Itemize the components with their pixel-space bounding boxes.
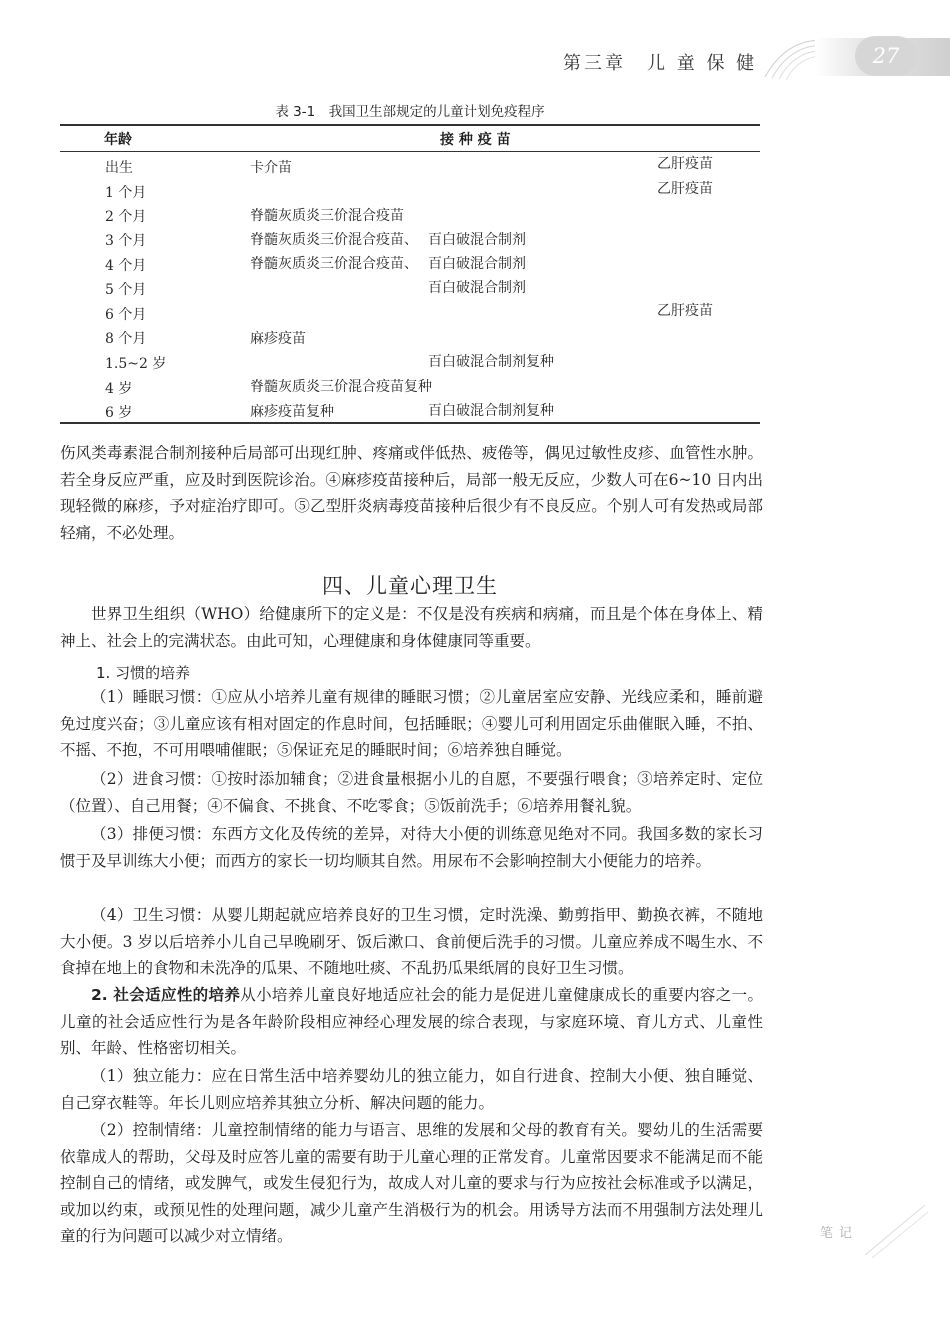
table-header-rule <box>60 151 760 152</box>
cell-vaccine-c: 乙肝疫苗 <box>657 156 713 172</box>
table-bottom-rule <box>60 422 760 424</box>
margin-note-label: 笔记 <box>820 1226 859 1241</box>
cell-vaccine-a: 脊髓灰质炎三价混合疫苗、 <box>250 256 418 272</box>
cell-vaccine-b: 百白破混合制剂复种 <box>428 354 554 370</box>
section-title: 四、儿童心理卫生 <box>322 574 498 598</box>
cell-vaccine-c: 乙肝疫苗 <box>657 303 713 319</box>
cell-age: 8 个月 <box>105 331 147 347</box>
cell-vaccine-b: 百白破混合制剂 <box>428 256 526 272</box>
cell-age: 2 个月 <box>105 209 147 225</box>
col-header-vaccine: 接 种 疫 苗 <box>440 132 511 148</box>
col-header-age: 年龄 <box>104 132 132 148</box>
paragraph-hygiene-habits: （4）卫生习惯：从婴儿期起就应培养良好的卫生习惯，定时洗澡、勤剪指甲、勤换衣裤，不随地大小便。3 岁以后培养小儿自己早晚刷牙、饭后漱口、食前便后洗手的习惯。儿童应养成不喝生水、不食掉在地上的食物和未洗净的瓜果、不随地吐痰、不乱扔瓜果纸屑的良好卫生习惯。 <box>60 906 763 978</box>
cell-vaccine-b: 百白破混合制剂复种 <box>428 403 554 419</box>
cell-age: 5 个月 <box>105 282 147 298</box>
cell-age: 3 个月 <box>105 233 147 249</box>
chapter-title: 第三章 儿 童 保 健 <box>563 53 758 74</box>
cell-vaccine-a: 脊髓灰质炎三价混合疫苗 <box>250 208 404 224</box>
cell-age: 1.5~2 岁 <box>105 356 167 372</box>
paragraph-independence: （1）独立能力：应在日常生活中培养婴幼儿的独立能力，如自行进食、控制大小便、独自睡觉、自己穿衣鞋等。年长儿则应培养其独立分析、解决问题的能力。 <box>60 1067 763 1112</box>
table-top-rule <box>60 124 760 126</box>
subheading-habits: 1. 习惯的培养 <box>96 664 191 682</box>
margin-note-decoration <box>860 1200 930 1260</box>
cell-vaccine-b: 百白破混合制剂 <box>428 232 526 248</box>
paragraph-vaccine-reactions: 伤风类毒素混合制剂接种后局部可出现红肿、疼痛或伴低热、疲倦等，偶见过敏性皮疹、血管性水肿。若全身反应严重，应及时到医院诊治。④麻疹疫苗接种后，局部一般无反应，少数人可在6~10 日内出现轻微的麻疹，予对症治疗即可。⑤乙型肝炎病毒疫苗接种后很少有不良反应。个别人可有发热或局部轻痛，不必处理。 <box>60 444 763 542</box>
cell-age: 4 岁 <box>105 381 133 397</box>
paragraph-who-definition: 世界卫生组织（WHO）给健康所下的定义是：不仅是没有疾病和病痛，而且是个体在身体上、精神上、社会上的完满状态。由此可知，心理健康和身体健康同等重要。 <box>60 605 763 650</box>
cell-vaccine-a: 脊髓灰质炎三价混合疫苗、 <box>250 232 418 248</box>
cell-vaccine-a: 麻疹疫苗 <box>250 331 306 347</box>
paragraph-emotion-control: （2）控制情绪：儿童控制情绪的能力与语言、思维的发展和父母的教育有关。婴幼儿的生活需要依靠成人的帮助，父母及时应答儿童的需要有助于儿童心理的正常发育。儿童常因要求不能满足而不能控制自己的情绪，或发脾气，或发生侵犯行为，故成人对儿童的要求与行为应按社会标准或予以满足，或加以约束，或预见性的处理问题，减少儿童产生消极行为的机会。用诱导方法而不用强制方法处理儿童的行为问题可以减少对立情绪。 <box>60 1121 763 1246</box>
paragraph-toilet-habits: （3）排便习惯：东西方文化及传统的差异，对待大小便的训练意见绝对不同。我国多数的家长习惯于及早训练大小便；而西方的家长一切均顺其自然。用尿布不会影响控制大小便能力的培养。 <box>60 825 763 870</box>
cell-age: 6 岁 <box>105 405 133 421</box>
paragraph-sleep-habits: （1）睡眠习惯：①应从小培养儿童有规律的睡眠习惯；②儿童居室应安静、光线应柔和，睡前避免过度兴奋；③儿童应该有相对固定的作息时间，包括睡眠；④婴儿可利用固定乐曲催眠入睡，不拍、不摇、不抱，不可用喂哺催眠；⑤保证充足的睡眠时间；⑥培养独自睡觉。 <box>60 688 763 760</box>
cell-age: 1 个月 <box>105 185 147 201</box>
cell-vaccine-c: 乙肝疫苗 <box>657 181 713 197</box>
page-number: 27 <box>855 36 917 76</box>
cell-age: 出生 <box>105 160 133 176</box>
paragraph-social-adaptation <box>60 982 763 1062</box>
cell-vaccine-a: 脊髓灰质炎三价混合疫苗复种 <box>250 379 432 395</box>
cell-age: 4 个月 <box>105 258 147 274</box>
cell-age: 6 个月 <box>105 307 147 323</box>
subheading-social: 2. 社会适应性的培养 <box>91 986 241 1004</box>
cell-vaccine-a: 卡介苗 <box>250 160 292 176</box>
social-adaptation-text: 从小培养儿童良好地适应社会的能力是促进儿童健康成长的重要内容之一。儿童的社会适应性行为是各年龄阶段相应神经心理发展的综合表现，与家庭环境、育儿方式、儿童性别、年龄、性格密切相关。 <box>60 986 763 1058</box>
paragraph-eating-habits: （2）进食习惯：①按时添加辅食；②进食量根据小儿的自愿，不要强行喂食；③培养定时、定位（位置）、自己用餐；④不偏食、不挑食、不吃零食；⑤饭前洗手；⑥培养用餐礼貌。 <box>60 770 763 815</box>
cell-vaccine-a: 麻疹疫苗复种 <box>250 404 334 420</box>
table-caption: 表 3-1 我国卫生部规定的儿童计划免疫程序 <box>275 104 545 120</box>
cell-vaccine-b: 百白破混合制剂 <box>428 280 526 296</box>
